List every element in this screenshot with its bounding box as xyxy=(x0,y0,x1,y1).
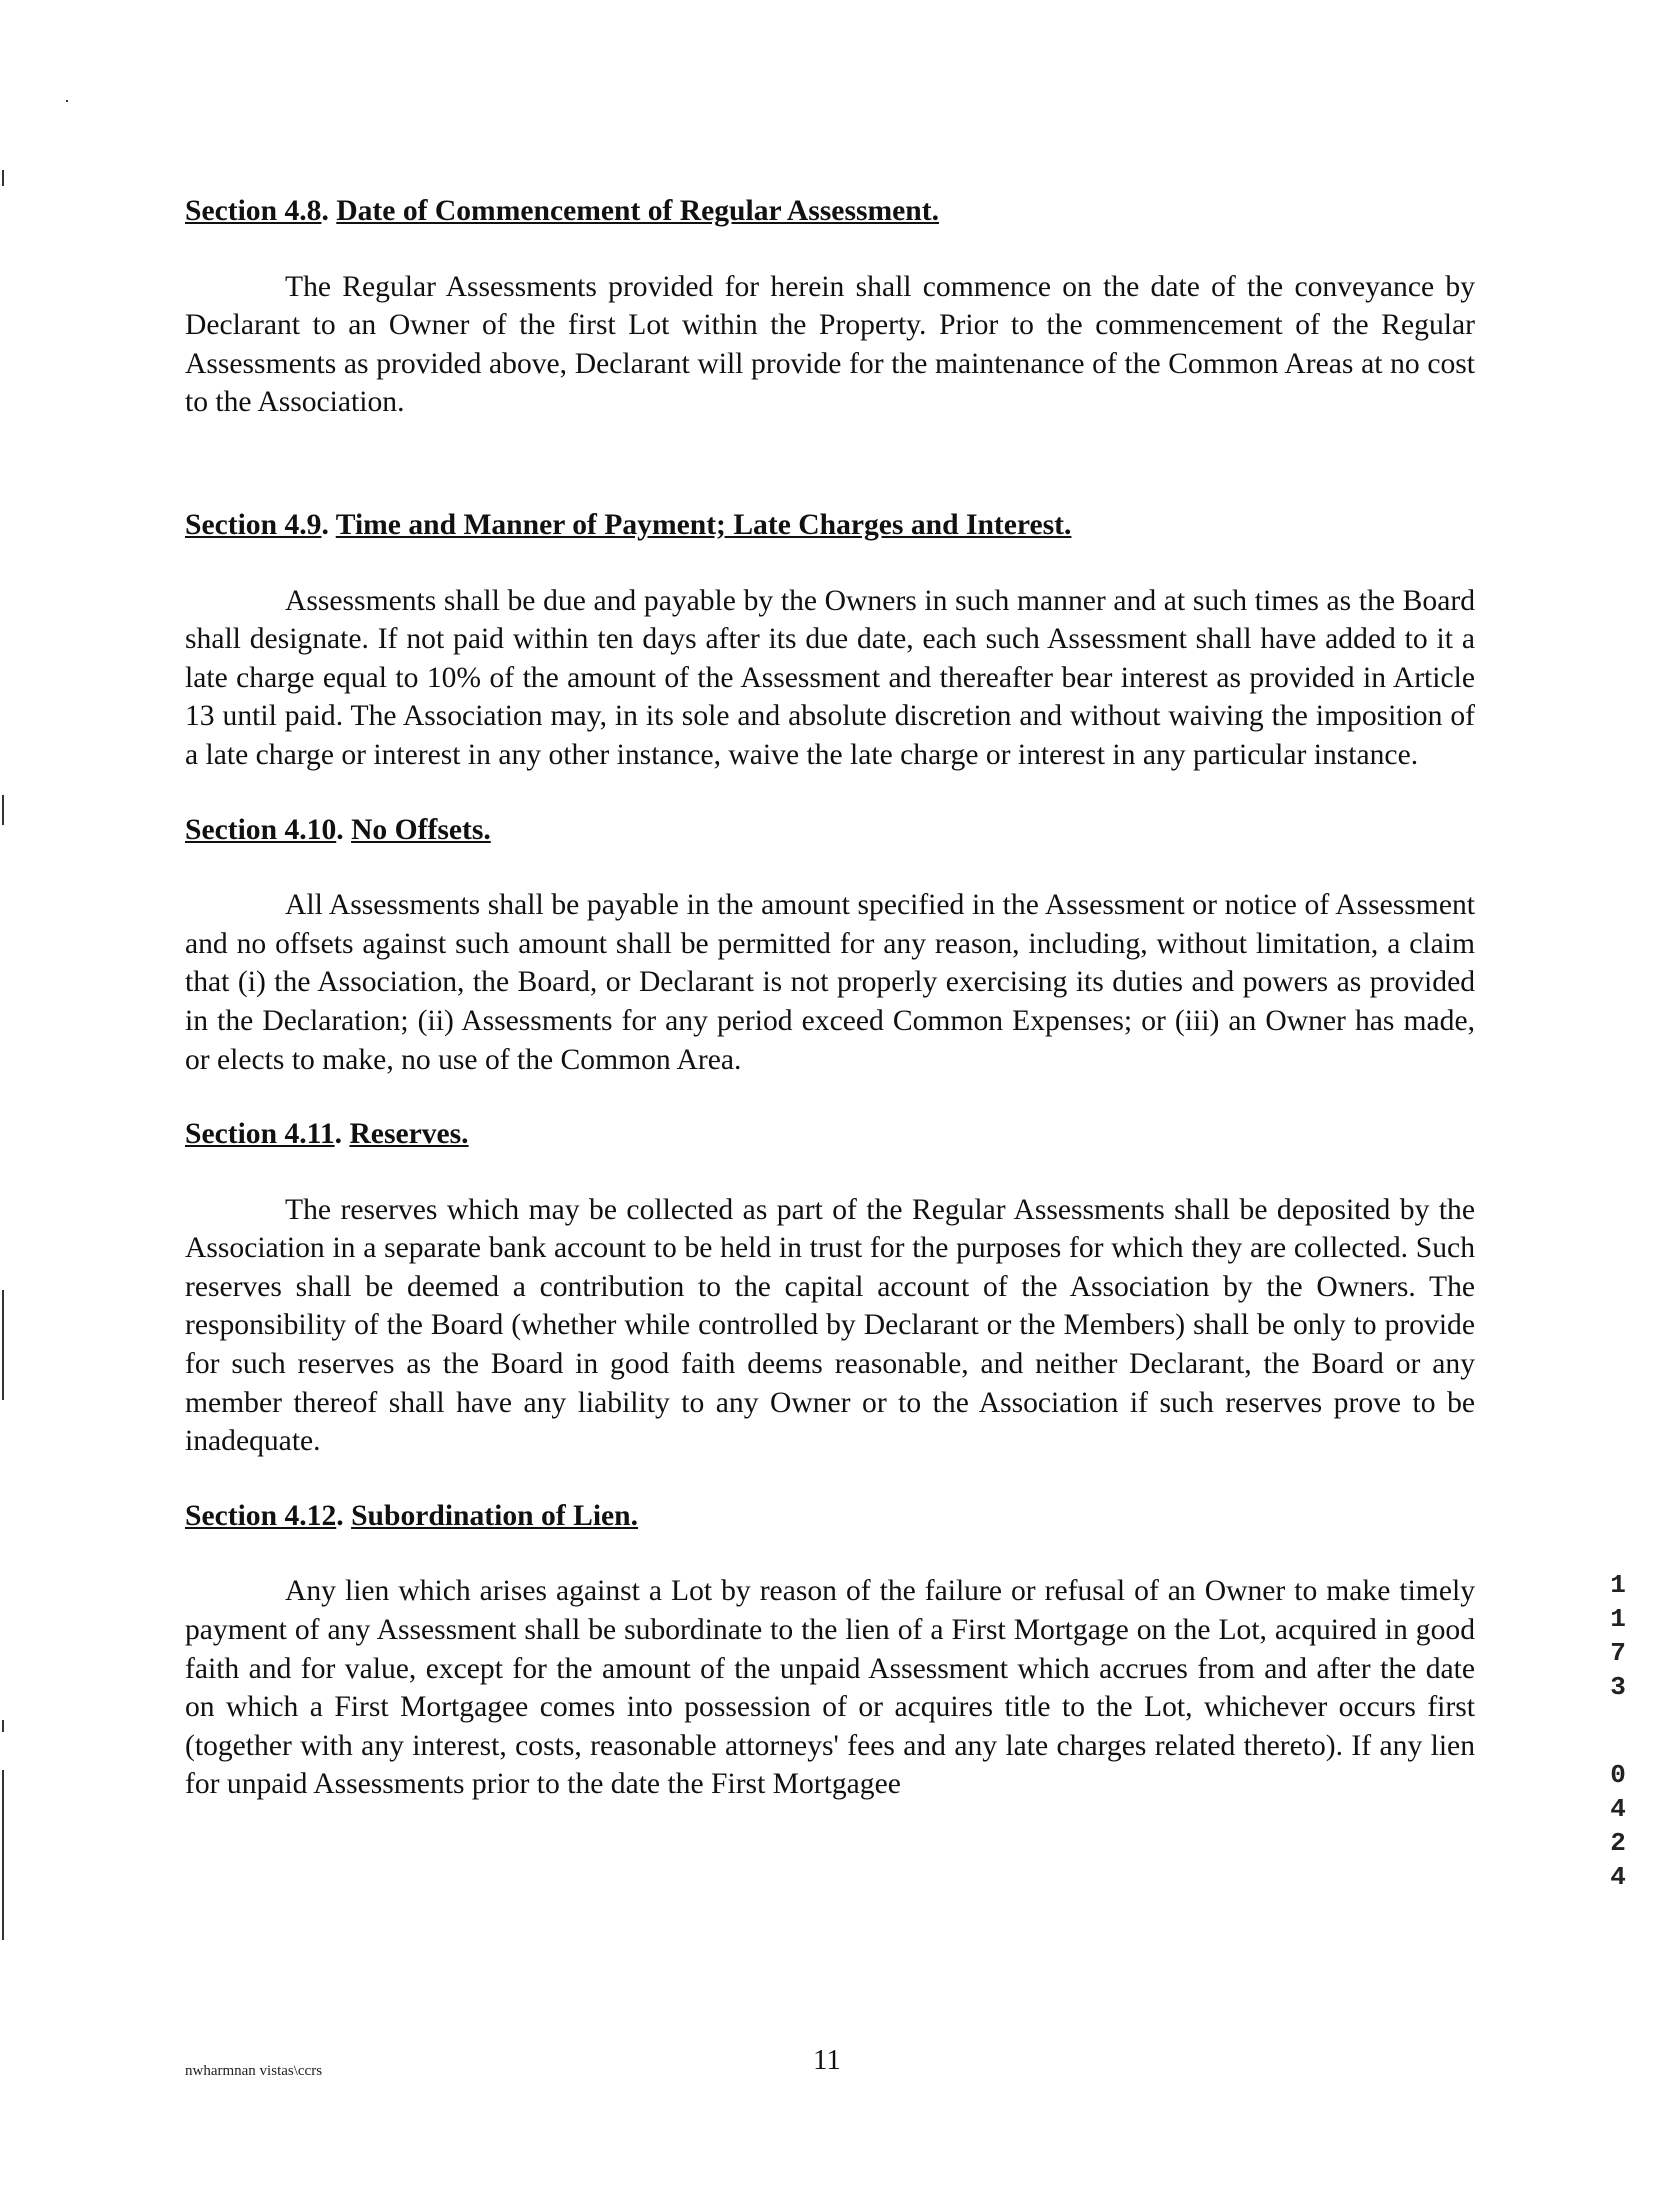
section-title: Time and Manner of Payment; Late Charges and Interest. xyxy=(335,508,1072,541)
section-title: Reserves. xyxy=(349,1118,469,1151)
document-body xyxy=(185,192,1475,1804)
section-heading-4-11: Section 4.11. Reserves. xyxy=(185,1118,469,1151)
section-title: Date of Commencement of Regular Assessment. xyxy=(336,195,939,227)
page-number: 11 xyxy=(813,2044,841,2076)
section-number: Section 4.9 xyxy=(185,508,322,541)
scan-artifact-mark xyxy=(2,170,4,186)
margin-stamp-upper: 1173 xyxy=(1603,1570,1633,1706)
scan-artifact-mark xyxy=(2,1770,4,1940)
scan-artifact-mark xyxy=(2,795,4,825)
section-body-4-8: The Regular Assessments provided for herein shall commence on the date of the conveyance by Declarant to an Owner of the first Lot within the Property. Prior to the commencement of the Regular Assessments as provided above, Declarant will provide for the maintenance of the Common Areas at no cost to the Association. xyxy=(185,270,1475,419)
section-body-4-10: All Assessments shall be payable in the amount specified in the Assessment or notice of Assessment and no offsets against such amount shall be permitted for any reason, including, without limitation, a claim that (i) the Association, the Board, or Declarant is not properly exercising its duties and powers as provided in the Declaration; (ii) Assessments for any period exceed Common Expenses; or (iii) an Owner has made, or elects to make, no use of the Common Area. xyxy=(185,889,1475,1076)
section-body-4-9: Assessments shall be due and payable by the Owners in such manner and at such times as the Board shall designate. If not paid within ten days after its due date, each such Assessment shall have added to it a late charge equal to 10% of the amount of the Assessment and thereafter bear interest as provided in Article 13 until paid. The Association may, in its sole and absolute discretion and without waiving the imposition of a late charge or interest in any other instance, waive the late charge or interest in any particular instance. xyxy=(185,584,1475,771)
section-number: Section 4.10 xyxy=(185,813,337,846)
footer-file-path: nwharmnan vistas\ccrs xyxy=(185,2063,323,2079)
scan-artifact-mark xyxy=(66,100,68,102)
section-number: Section 4.11 xyxy=(185,1118,335,1151)
section-body-4-11: The reserves which may be collected as part of the Regular Assessments shall be deposited by the Association in a separate bank account to be held in trust for the purposes for which they are collected. Such reserves shall be deemed a contribution to the capital account of the Association by the Owners. The responsibility of the Board (whether while controlled by Declarant or the Members) shall be only to provide for such reserves as the Board in good faith deems reasonable, and neither Declarant, the Board or any member thereof shall have any liability to any Owner or to the Association if such reserves prove to be inadequate. xyxy=(185,1193,1475,1458)
margin-stamp-lower: 0424 xyxy=(1603,1760,1633,1896)
section-number: Section 4.12 xyxy=(185,1499,337,1532)
section-heading-4-10: Section 4.10. No Offsets. xyxy=(185,813,491,846)
section-heading-4-12: Section 4.12. Subordination of Lien. xyxy=(185,1499,639,1532)
section-title: Subordination of Lien. xyxy=(351,1499,639,1532)
section-body-4-12: Any lien which arises against a Lot by reason of the failure or refusal of an Owner to make timely payment of any Assessment shall be subordinate to the lien of a First Mortgage on the Lot, acquired in good faith and for value, except for the amount of the unpaid Assessment which accrues from and after the date on which a First Mortgagee comes into possession of or acquires title to the Lot, whichever occurs first (together with any interest, costs, reasonable attorneys' fees and any late charges related thereto). If any lien for unpaid Assessments prior to the date the First Mortgagee xyxy=(185,1575,1475,1801)
section-number: Section 4.8 xyxy=(185,195,322,227)
section-heading-4-9: Section 4.9. Time and Manner of Payment; Late Charges and Interest. xyxy=(185,508,1072,541)
scan-artifact-mark xyxy=(2,1290,4,1400)
scan-artifact-mark xyxy=(2,1720,4,1732)
section-title: No Offsets. xyxy=(351,813,491,846)
section-heading-4-8: Section 4.8. Date of Commencement of Regular Assessment. xyxy=(185,195,939,227)
